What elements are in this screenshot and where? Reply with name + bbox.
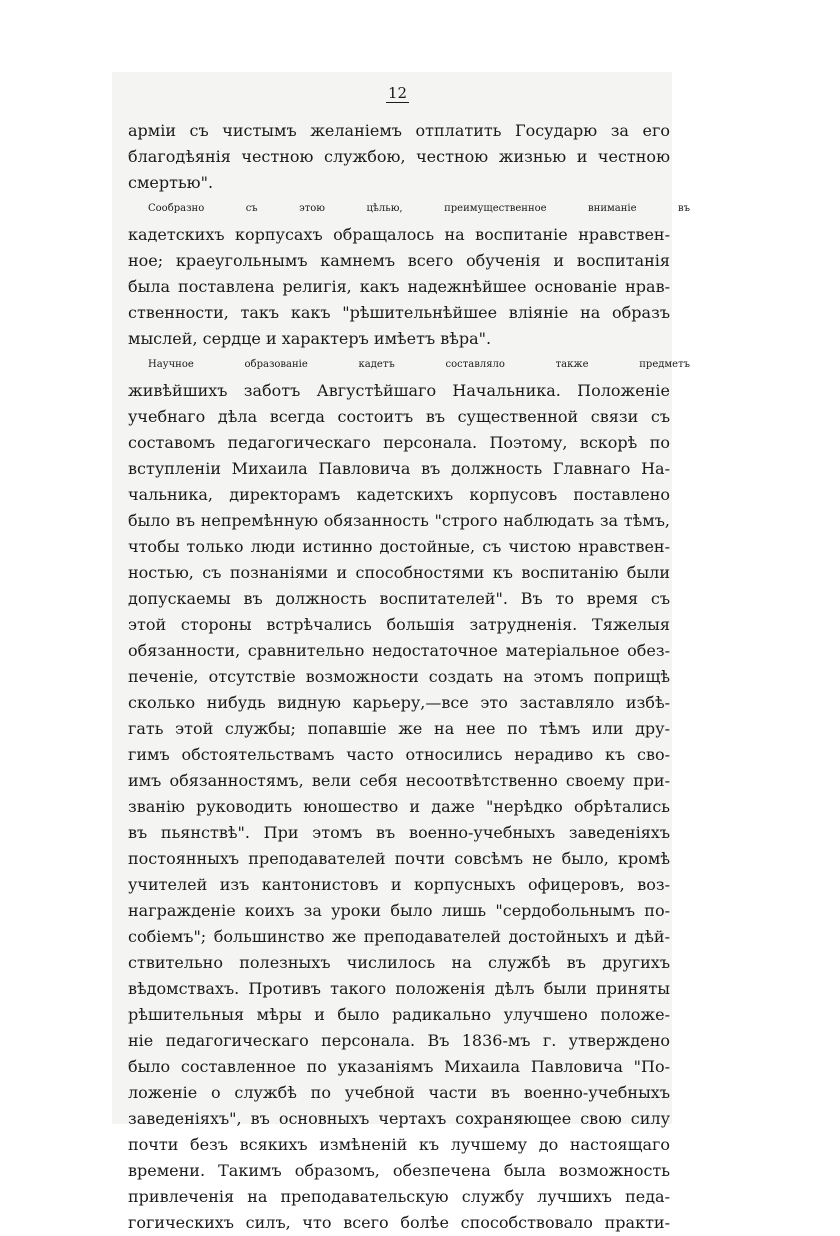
text-line: почти безъ всякихъ измѣненiй къ лучшему до настоящаго — [128, 1135, 670, 1154]
text-line: гать этой службы; попавшiе же на нее по тѣмъ или дру- — [128, 719, 670, 738]
text-line: рѣшительныя мѣры и было радикально улучшено положе- — [128, 1005, 670, 1024]
text-line: чальника, директорамъ кадетскихъ корпусовъ поставлено — [128, 485, 670, 504]
text-line: вѣдомствахъ. Противъ такого положенiя дѣлъ были приняты — [128, 979, 670, 998]
text-line: вступленiи Михаила Павловича въ должность Главнаго На- — [128, 459, 670, 478]
text-line: благодѣянiя честною службою, честною жизнью и честною — [128, 147, 670, 166]
text-line: Сообразно съ этою цѣлью, преимущественное вниманiе въ — [148, 203, 690, 214]
text-line: ственности, такъ какъ "рѣшительнѣйшее влiянiе на образъ — [128, 303, 670, 322]
text-line: ложенiе о службѣ по учебной части въ военно-учебныхъ — [128, 1083, 670, 1102]
text-line: смертью". — [128, 173, 214, 192]
text-line: времени. Такимъ образомъ, обезпечена была возможность — [128, 1161, 670, 1180]
text-line: была поставлена религiя, какъ надежнѣйшее основанiе нрав- — [128, 277, 670, 296]
text-line: этой стороны встрѣчались большiя затрудненiя. Тяжелыя — [128, 615, 670, 634]
text-line: привлеченiя на преподавательскую службу лучшихъ педа- — [128, 1187, 670, 1206]
text-line: ствительно полезныхъ числилось на службѣ въ другихъ — [128, 953, 670, 972]
text-line: имъ обязанностямъ, вели себя несоотвѣтственно своему при- — [128, 771, 670, 790]
text-line: составомъ педагогическаго персонала. Поэтому, вскорѣ по — [128, 433, 670, 452]
text-line: ностью, съ познанiями и способностями къ воспитанiю были — [128, 563, 670, 582]
text-line: гогическихъ силъ, что всего болѣе способствовало практи- — [128, 1213, 670, 1232]
text-line: сколько нибудь видную карьеру,—все это заставляло избѣ- — [128, 693, 670, 712]
text-line: печенiе, отсутствiе возможности создать на этомъ поприщѣ — [128, 667, 670, 686]
text-line: было въ непремѣнную обязанность "строго наблюдать за тѣмъ, — [128, 511, 670, 530]
text-line: мыслей, сердце и характеръ имѣетъ вѣра". — [128, 329, 492, 348]
text-line: чтобы только люди истинно достойные, съ чистою нравствен- — [128, 537, 670, 556]
text-line: живѣйшихъ заботъ Августѣйшаго Начальника. Положенiе — [128, 381, 670, 400]
text-line: въ пьянствѣ". При этомъ въ военно-учебныхъ заведенiяхъ — [128, 823, 670, 842]
text-line: ное; краеугольнымъ камнемъ всего обученiя и воспитанiя — [128, 251, 670, 270]
text-line: учителей изъ кантонистовъ и корпусныхъ офицеровъ, воз- — [128, 875, 670, 894]
text-line: собiемъ"; большинство же преподавателей достойныхъ и дѣй- — [128, 927, 670, 946]
text-line: кадетскихъ корпусахъ обращалось на воспитанiе нравствен- — [128, 225, 670, 244]
text-line: допускаемы въ должность воспитателей". Въ то время съ — [128, 589, 670, 608]
text-line: гимъ обстоятельствамъ часто относились нерадиво къ сво- — [128, 745, 670, 764]
page-number: 12 — [388, 84, 408, 102]
text-line: нiе педагогическаго персонала. Въ 1836-мъ г. утверждено — [128, 1031, 670, 1050]
text-line: обязанности, сравнительно недостаточное матерiальное обез- — [128, 641, 670, 660]
text-line: награжденiе коихъ за уроки было лишь "сердобольнымъ по- — [128, 901, 670, 920]
text-line: учебнаго дѣла всегда состоитъ въ существенной связи съ — [128, 407, 670, 426]
text-line: было составленное по указанiямъ Михаила Павловича "По- — [128, 1057, 670, 1076]
body-text — [128, 118, 690, 1236]
text-line: Научное образованiе кадетъ составляло также предметъ — [148, 359, 690, 370]
text-line: постоянныхъ преподавателей почти совсѣмъ не было, кромѣ — [128, 849, 670, 868]
text-line: армiи съ чистымъ желанiемъ отплатить Государю за его — [128, 121, 670, 140]
text-line: заведенiяхъ", въ основныхъ чертахъ сохраняющее свою силу — [128, 1109, 670, 1128]
text-line: званiю руководить юношество и даже "нерѣдко обрѣтались — [128, 797, 670, 816]
